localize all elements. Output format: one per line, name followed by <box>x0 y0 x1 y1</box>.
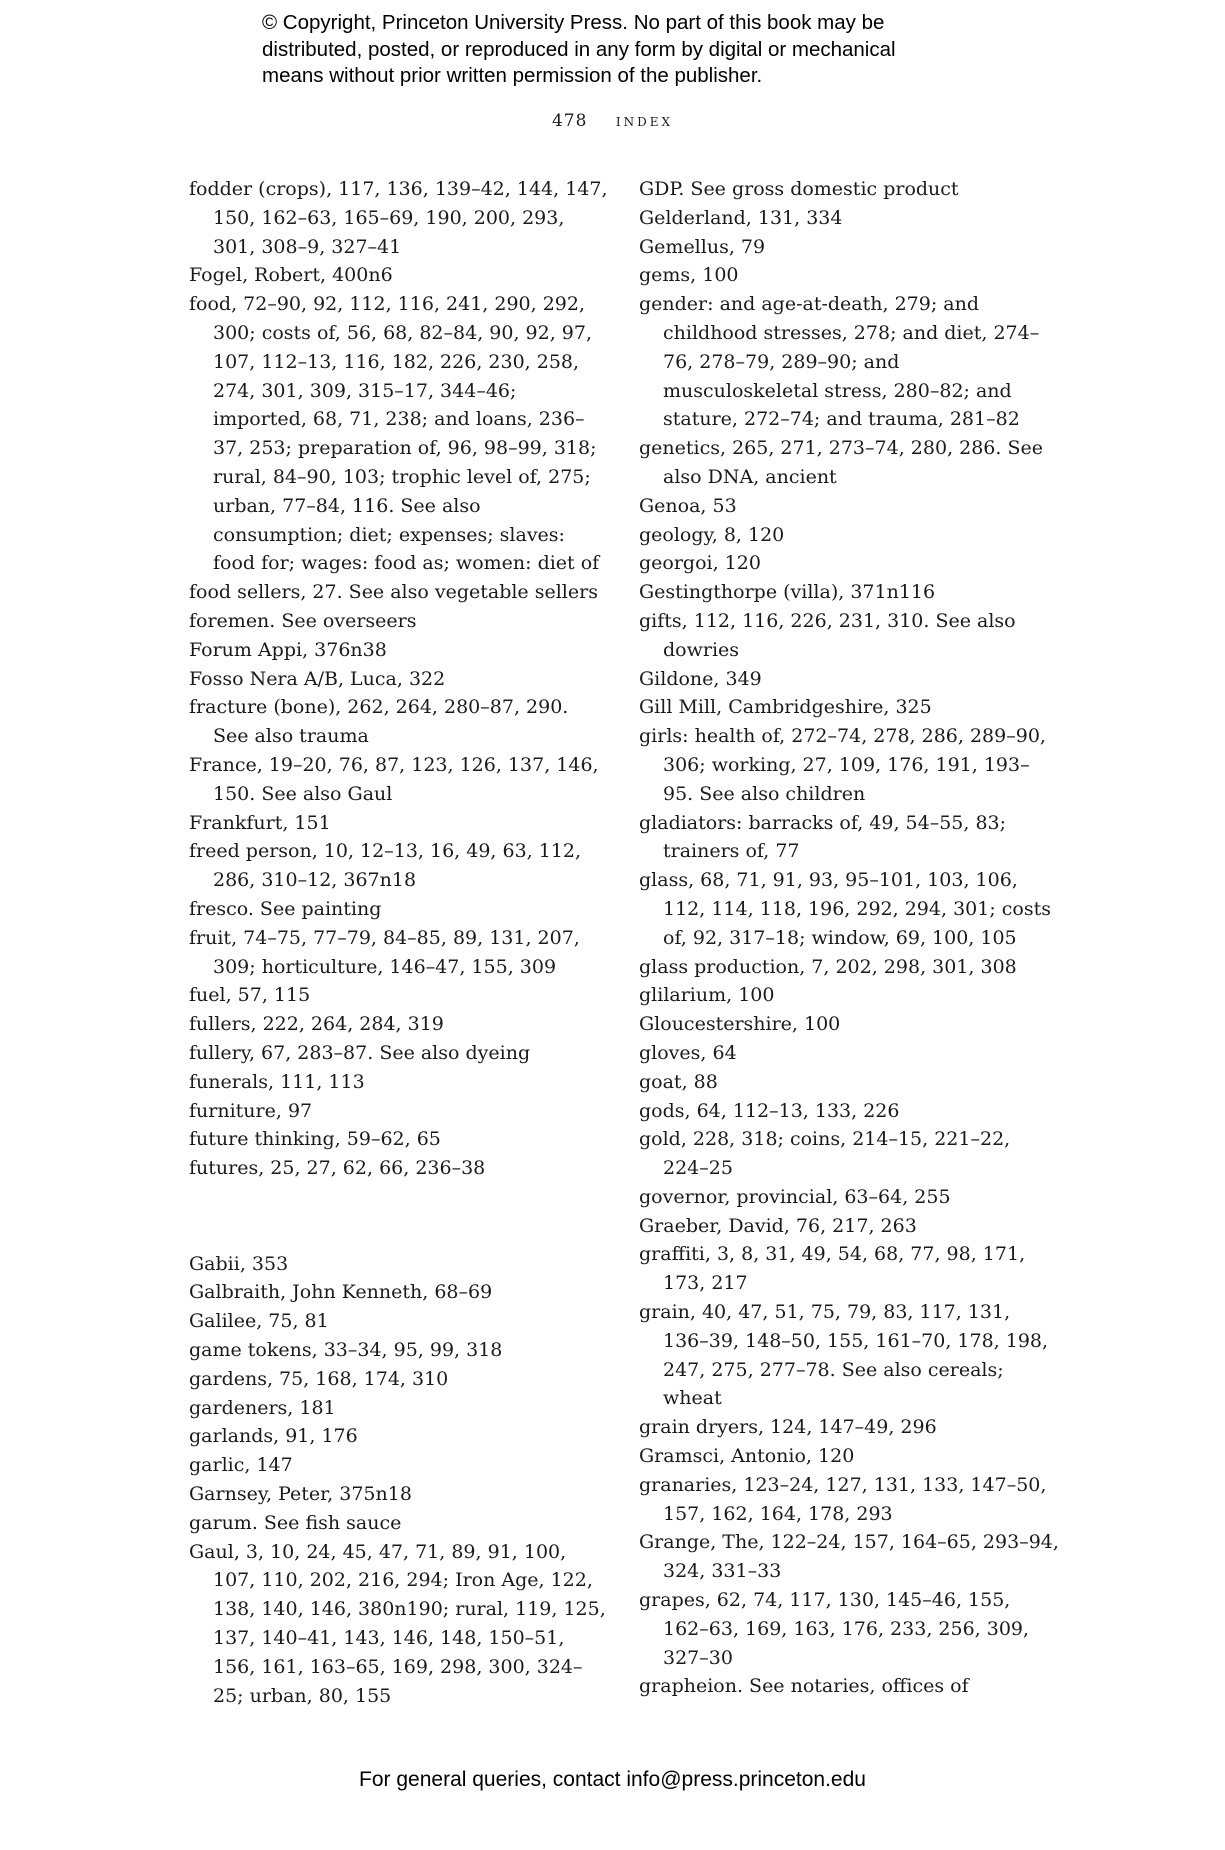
index-entry: Gemellus, 79 <box>639 235 766 258</box>
copyright-line: © Copyright, Princeton University Press. No part of this book may be <box>262 11 885 34</box>
index-entry: food sellers, 27. See also vegetable sellers <box>189 581 598 604</box>
index-entry: Gloucestershire, 100 <box>639 1013 841 1036</box>
index-entry: granaries, 123–24, 127, 131, 133, 147–50, 157, 162, 164, 178, 293 <box>639 1473 1047 1525</box>
index-entry: furniture, 97 <box>189 1099 313 1122</box>
index-entry: graffiti, 3, 8, 31, 49, 54, 68, 77, 98, 171, 173, 217 <box>639 1243 1026 1295</box>
index-entry: Graeber, David, 76, 217, 263 <box>639 1214 917 1237</box>
index-entry: grain, 40, 47, 51, 75, 79, 83, 117, 131, 136–39, 148–50, 155, 161–70, 178, 198, 247, 275, 277–78. See also cereals; wheat <box>639 1301 1049 1410</box>
index-entry: Galilee, 75, 81 <box>189 1310 329 1333</box>
index-entry: Galbraith, John Kenneth, 68–69 <box>189 1281 493 1304</box>
index-entry: gems, 100 <box>639 264 739 287</box>
index-entry: fuel, 57, 115 <box>189 984 311 1007</box>
index-entry: geology, 8, 120 <box>639 523 785 546</box>
copyright-line: means without prior written permission of the publisher. <box>262 64 763 87</box>
index-entry: Grange, The, 122–24, 157, 164–65, 293–94, 324, 331–33 <box>639 1531 1059 1583</box>
index-entry: fruit, 74–75, 77–79, 84–85, 89, 131, 207, 309; horticulture, 146–47, 155, 309 <box>189 926 580 978</box>
copyright-line: distributed, posted, or reproduced in any form by digital or mechanical <box>262 37 896 61</box>
index-entry: Garnsey, Peter, 375n18 <box>189 1483 412 1506</box>
index-entry: gladiators: barracks of, 49, 54–55, 83; trainers of, 77 <box>639 811 1007 863</box>
index-entry: Genoa, 53 <box>639 494 737 517</box>
index-entry: future thinking, 59–62, 65 <box>189 1128 441 1151</box>
index-entry: Gramsci, Antonio, 120 <box>639 1445 855 1468</box>
index-entry: fodder (crops), 117, 136, 139–42, 144, 147, 150, 162–63, 165–69, 190, 200, 293, 301, 308–9, 327–41 <box>189 178 608 258</box>
index-entry: Gildone, 349 <box>639 667 762 690</box>
index-entry: georgoi, 120 <box>639 552 761 575</box>
index-entry: grain dryers, 124, 147–49, 296 <box>639 1416 937 1439</box>
index-entry: France, 19–20, 76, 87, 123, 126, 137, 146, 150. See also Gaul <box>189 753 599 805</box>
index-entry: Fogel, Robert, 400n6 <box>189 264 393 287</box>
index-entry: Frankfurt, 151 <box>189 811 331 834</box>
index-entry: grapes, 62, 74, 117, 130, 145–46, 155, 162–63, 169, 163, 176, 233, 256, 309, 327–30 <box>639 1589 1030 1669</box>
index-column-right <box>639 175 1059 1701</box>
index-entry: Gelderland, 131, 334 <box>639 206 843 229</box>
index-entry: foremen. See overseers <box>189 609 417 632</box>
index-entry: Gaul, 3, 10, 24, 45, 47, 71, 89, 91, 100, 107, 110, 202, 216, 294; Iron Age, 122, 138, 140, 146, 380n190; rural, 119, 125, 137, 140–41, 143, 146, 148, 150–51, 156, 161, 163–65, 169, 298, 300, 324–25; urban, 80, 155 <box>189 1540 606 1707</box>
index-entry: girls: health of, 272–74, 278, 286, 289–90, 306; working, 27, 109, 176, 191, 193–95. See also children <box>639 725 1046 805</box>
index-entry: glilarium, 100 <box>639 984 775 1007</box>
index-entry: genetics, 265, 271, 273–74, 280, 286. See also DNA, ancient <box>639 437 1043 488</box>
copyright-notice <box>262 10 962 90</box>
index-entry: fracture (bone), 262, 264, 280–87, 290. See also trauma <box>189 696 569 748</box>
index-entry: Gill Mill, Cambridgeshire, 325 <box>639 696 932 719</box>
index-entry: fullers, 222, 264, 284, 319 <box>189 1013 444 1036</box>
index-entry: game tokens, 33–34, 95, 99, 318 <box>189 1339 503 1362</box>
index-entry: gifts, 112, 116, 226, 231, 310. See also dowries <box>639 609 1016 661</box>
index-column-left <box>189 175 609 1710</box>
index-entry: futures, 25, 27, 62, 66, 236–38 <box>189 1157 486 1180</box>
running-head <box>0 111 1225 131</box>
index-entry: gender: and age-at-death, 279; and childhood stresses, 278; and diet, 274–76, 278–79, 289–90; and musculoskeletal stress, 280–82; and stature, 272–74; and trauma, 281–82 <box>639 293 1040 431</box>
index-entry: gods, 64, 112–13, 133, 226 <box>639 1099 900 1122</box>
index-entry: garlic, 147 <box>189 1454 293 1477</box>
index-entry: gardeners, 181 <box>189 1396 336 1419</box>
index-entry: fresco. See painting <box>189 897 382 920</box>
index-entry: fullery, 67, 283–87. See also dyeing <box>189 1041 531 1064</box>
index-entry: gardens, 75, 168, 174, 310 <box>189 1367 449 1390</box>
index-entry: freed person, 10, 12–13, 16, 49, 63, 112, 286, 310–12, 367n18 <box>189 840 582 892</box>
index-entry: Forum Appi, 376n38 <box>189 638 387 661</box>
index-entry: goat, 88 <box>639 1070 718 1093</box>
index-entry: garlands, 91, 176 <box>189 1425 358 1448</box>
index-entry: Gestingthorpe (villa), 371n116 <box>639 581 936 604</box>
index-entry: food, 72–90, 92, 112, 116, 241, 290, 292, 300; costs of, 56, 68, 82–84, 90, 92, 97, 107, 112–13, 116, 182, 226, 230, 258, 274, 301, 309, 315–17, 344–46; imported, 68, 71, 238; and loans, 236–37, 253; preparation of, 96, 98–99, 318; rural, 84–90, 103; trophic level of, 275; urban, 77–84, 116. See also consumption; diet; expenses; slaves: food for; wages: food as; women: diet of <box>189 293 600 575</box>
index-entry: garum. See fish sauce <box>189 1511 402 1534</box>
page-number: 478 <box>551 111 588 131</box>
index-entry: governor, provincial, 63–64, 255 <box>639 1185 951 1208</box>
section-gap <box>189 1202 609 1231</box>
index-entry: Gabii, 353 <box>189 1252 289 1275</box>
index-entry: funerals, 111, 113 <box>189 1070 365 1093</box>
section-title: index <box>615 111 674 131</box>
index-entry: gloves, 64 <box>639 1041 737 1064</box>
index-entry: grapheion. See notaries, offices of <box>639 1675 969 1698</box>
footer-contact: For general queries, contact info@press.princeton.edu <box>359 1768 866 1791</box>
index-entry: glass, 68, 71, 91, 93, 95–101, 103, 106, 112, 114, 118, 196, 292, 294, 301; costs of, 92, 317–18; window, 69, 100, 105 <box>639 869 1051 949</box>
index-entry: glass production, 7, 202, 298, 301, 308 <box>639 955 1017 978</box>
index-entry: Fosso Nera A/B, Luca, 322 <box>189 667 446 690</box>
index-entry: GDP. See gross domestic product <box>639 178 959 200</box>
index-entry: gold, 228, 318; coins, 214–15, 221–22, 224–25 <box>639 1128 1011 1180</box>
